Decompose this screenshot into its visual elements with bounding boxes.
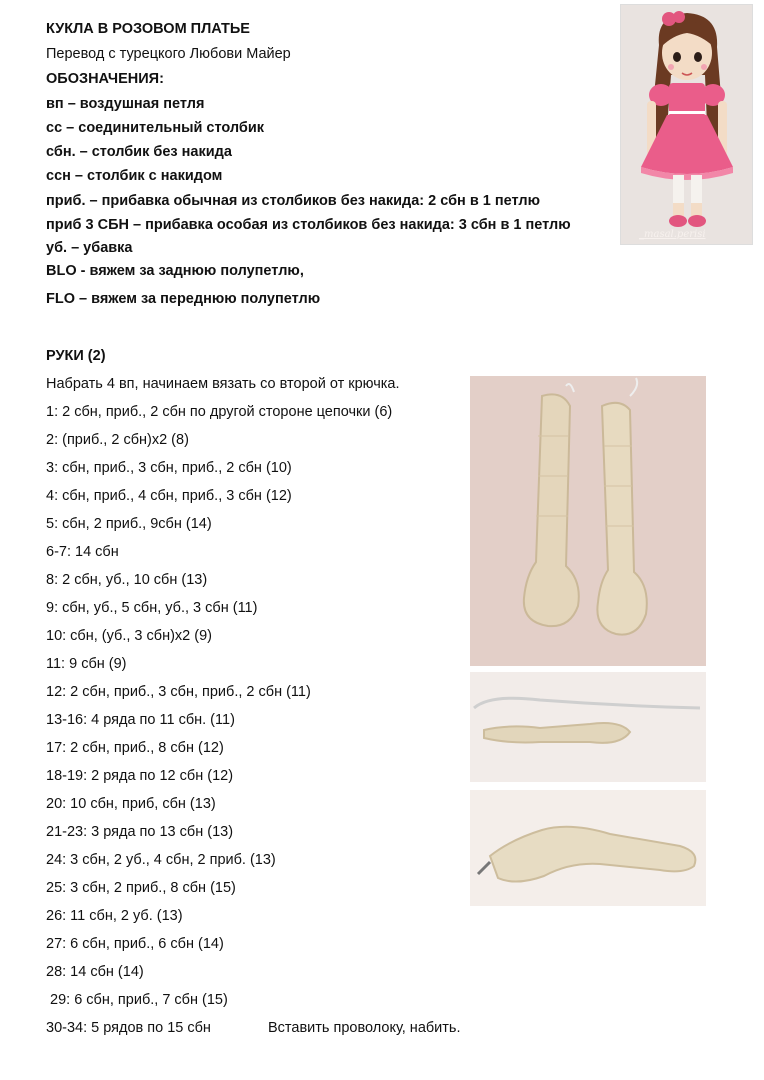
pattern-row: 3: сбн, приб., 3 сбн, приб., 2 сбн (10) [46, 460, 292, 476]
bent-arm-illustration [470, 790, 706, 906]
translator-credit: Перевод с турецкого Любови Майер [46, 46, 291, 62]
final-note: Вставить проволоку, набить. [268, 1020, 461, 1036]
pattern-row: 9: сбн, уб., 5 сбн, уб., 3 сбн (11) [46, 600, 258, 616]
pattern-row: 30-34: 5 рядов по 15 сбн [46, 1020, 211, 1036]
legend-item: уб. – убавка [46, 240, 133, 256]
arm-bent-photo [470, 790, 706, 906]
legend-heading: ОБОЗНАЧЕНИЯ: [46, 71, 164, 87]
doll-illustration [621, 5, 752, 244]
pattern-row: 18-19: 2 ряда по 12 сбн (12) [46, 768, 234, 784]
pattern-row: 27: 6 сбн, приб., 6 сбн (14) [46, 936, 224, 952]
pattern-row: 10: сбн, (уб., 3 сбн)х2 (9) [46, 628, 212, 644]
legend-item: вп – воздушная петля [46, 96, 205, 112]
pattern-row: 26: 11 сбн, 2 уб. (13) [46, 908, 183, 924]
pattern-row: 25: 3 сбн, 2 приб., 8 сбн (15) [46, 880, 236, 896]
pattern-row: 29: 6 сбн, приб., 7 сбн (15) [46, 992, 228, 1008]
crocheted-arms-illustration [470, 376, 706, 666]
pattern-row: 5: сбн, 2 приб., 9сбн (14) [46, 516, 212, 532]
pattern-row: 8: 2 сбн, уб., 10 сбн (13) [46, 572, 208, 588]
pattern-row: 21-23: 3 ряда по 13 сбн (13) [46, 824, 234, 840]
section-intro: Набрать 4 вп, начинаем вязать со второй от крючка. [46, 376, 400, 392]
pattern-row: 11: 9 сбн (9) [46, 656, 127, 672]
legend-item: сбн. – столбик без накида [46, 144, 232, 160]
legend-item: BLO - вяжем за заднюю полупетлю, [46, 263, 304, 279]
pattern-row: 20: 10 сбн, приб, сбн (13) [46, 796, 216, 812]
pattern-row: 4: сбн, приб., 4 сбн, приб., 3 сбн (12) [46, 488, 292, 504]
pattern-row: 2: (приб., 2 сбн)х2 (8) [46, 432, 189, 448]
legend-item: сс – соединительный столбик [46, 120, 265, 136]
page-title: КУКЛА В РОЗОВОМ ПЛАТЬЕ [46, 21, 250, 37]
legend-item: ссн – столбик с накидом [46, 168, 223, 184]
legend-item: приб 3 СБН – прибавка особая из столбиков без накида: 3 сбн в 1 петлю [46, 217, 571, 233]
pattern-row: 1: 2 сбн, приб., 2 сбн по другой стороне цепочки (6) [46, 404, 393, 420]
legend-item: приб. – прибавка обычная из столбиков без накида: 2 сбн в 1 петлю [46, 193, 541, 209]
section-heading: РУКИ (2) [46, 348, 106, 364]
arm-with-wire-illustration [470, 672, 706, 782]
pattern-row: 13-16: 4 ряда по 11 сбн. (11) [46, 712, 235, 728]
legend-item: FLO – вяжем за переднюю полупетлю [46, 291, 321, 307]
pattern-row: 17: 2 сбн, приб., 8 сбн (12) [46, 740, 224, 756]
doll-photo [620, 4, 753, 245]
pattern-row: 6-7: 14 сбн [46, 544, 119, 560]
doll-photo-watermark: _masal.perisi [639, 229, 706, 240]
pattern-row: 24: 3 сбн, 2 уб., 4 сбн, 2 приб. (13) [46, 852, 276, 868]
arm-wire-photo [470, 672, 706, 782]
arms-photo [470, 376, 706, 666]
pattern-row: 28: 14 сбн (14) [46, 964, 144, 980]
pattern-row: 12: 2 сбн, приб., 3 сбн, приб., 2 сбн (11) [46, 684, 311, 700]
